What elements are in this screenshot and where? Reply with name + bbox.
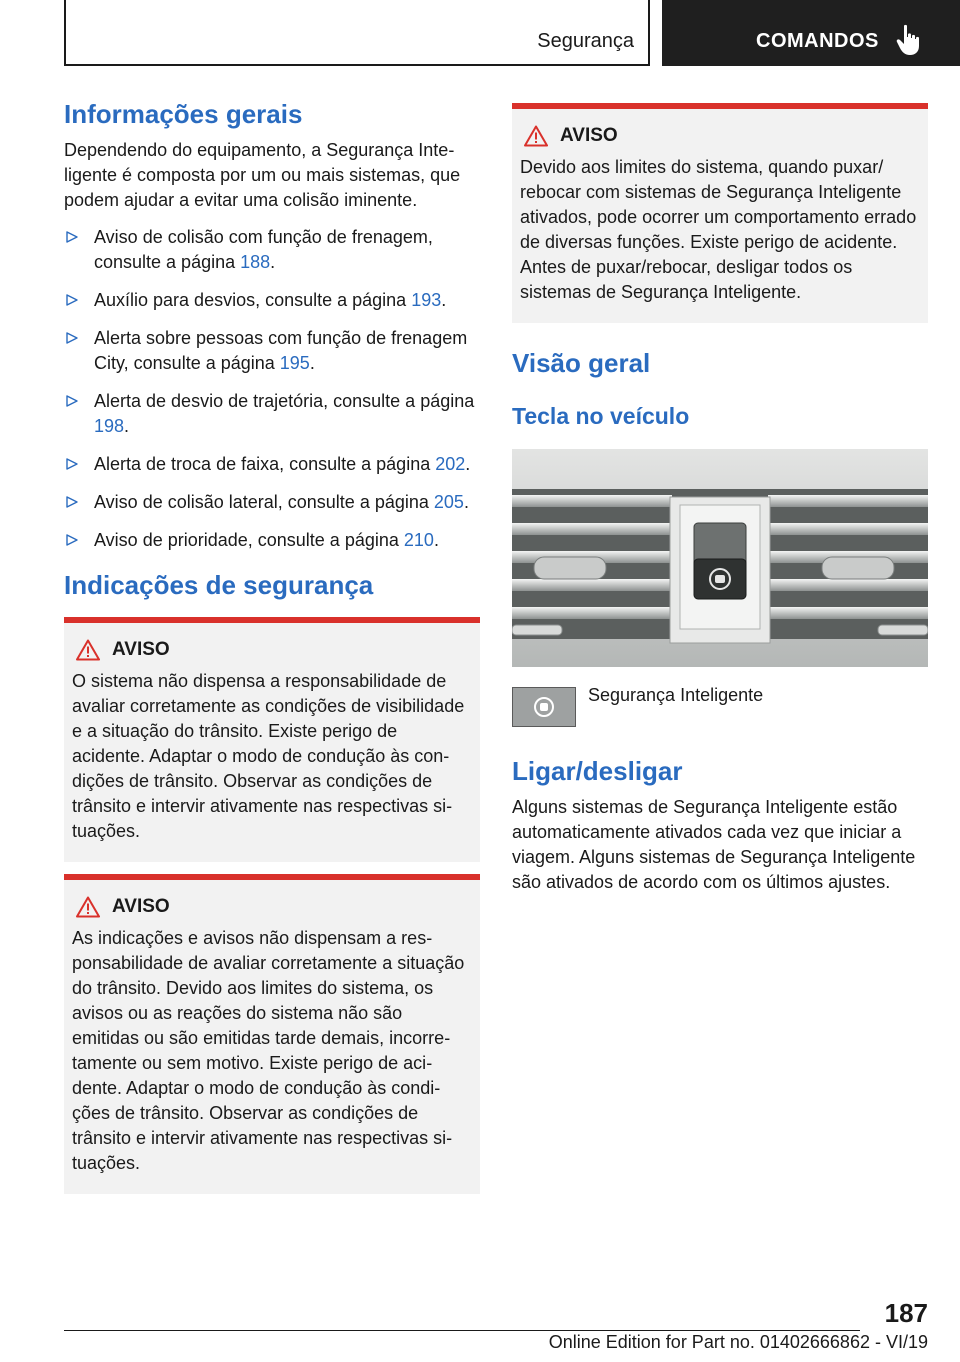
warning-triangle-icon xyxy=(76,639,100,661)
warning-text: As indicações e avisos não dispensam a responsabilidade de avaliar corretamente a situação do trânsito. Devido aos limites do sistema, os avisos ou as reações do sistema não são emitidas ou são emitidas tarde demais, incorretamente ou sem motivo. Existe perigo de acidente. Adaptar o modo de condução às condições de trânsito. Observar as condições de trânsito e intervir ativamente nas respectivas situações. xyxy=(72,927,465,1173)
page-link[interactable]: 202 xyxy=(435,453,466,474)
header-section-box xyxy=(64,0,650,66)
list-item xyxy=(64,490,480,515)
page-link[interactable]: 198 xyxy=(94,415,125,436)
list-item xyxy=(64,452,480,477)
page-link[interactable]: 205 xyxy=(433,491,464,512)
page-link[interactable]: 195 xyxy=(279,352,310,373)
general-info-title: Informações gerais xyxy=(64,99,303,129)
warning-title: AVISO xyxy=(112,895,170,917)
list-item-text: Auxílio para desvios, consulte a página xyxy=(94,289,412,310)
list-item xyxy=(64,528,480,553)
list-item-end: . xyxy=(441,289,447,310)
warning-box-notices xyxy=(64,874,480,1194)
bullet-triangle-icon xyxy=(66,294,78,306)
header-chapter-tab xyxy=(662,0,960,66)
air-vent-illustration xyxy=(512,449,928,667)
bullet-triangle-icon xyxy=(66,395,78,407)
list-item-text: Aviso de prioridade, consulte a página xyxy=(94,529,404,550)
list-item-end: . xyxy=(465,453,471,474)
bullet-triangle-icon xyxy=(66,496,78,508)
warning-text: Devido aos limites do sistema, quando puxar/ rebocar com sistemas de Segurança Inteligente ativados, pode ocorrer um comportamento errado de diversas funções. Existe perigo de acidente. Antes de puxar/rebocar, desligar todos os sistemas de Segurança Inteligente. xyxy=(520,157,917,302)
warning-title: AVISO xyxy=(560,125,618,146)
list-item-text: Alerta de troca de faixa, consulte a página xyxy=(94,453,436,474)
list-item xyxy=(64,288,480,313)
list-item-end: . xyxy=(309,352,315,373)
systems-list xyxy=(64,225,480,553)
center-console-button-photo xyxy=(512,449,928,667)
left-column xyxy=(64,100,480,1194)
pointing-hand-icon xyxy=(894,24,922,56)
list-item-text: Alerta sobre pessoas com função de frenagem City, consulte a página xyxy=(94,327,468,373)
warning-box-visibility xyxy=(64,617,480,862)
page-link[interactable]: 210 xyxy=(403,529,434,550)
list-item xyxy=(64,389,480,439)
list-item-end: . xyxy=(433,529,439,550)
bullet-triangle-icon xyxy=(66,332,78,344)
list-item-end: . xyxy=(124,415,130,436)
onoff-text: Alguns sistemas de Segurança Inteligente estão automaticamente ativados cada vez que iniciar a viagem. Alguns sistemas de Segurança Inteligente são ativados de acordo com os últimos ajustes. xyxy=(512,797,916,893)
warning-box-towing xyxy=(512,103,928,323)
list-item-end: . xyxy=(463,491,469,512)
page-number: 187 xyxy=(884,1298,928,1328)
list-item-text: Aviso de colisão lateral, consulte a página xyxy=(94,491,434,512)
right-column xyxy=(512,103,928,895)
overview-title: Visão geral xyxy=(512,348,651,378)
list-item xyxy=(64,225,480,275)
key-in-vehicle-title: Tecla no veículo xyxy=(512,402,690,429)
safety-title: Indicações de segurança xyxy=(64,569,374,600)
list-item-text: Alerta de desvio de trajetória, consulte a página xyxy=(94,390,475,411)
list-item-end: . xyxy=(270,251,276,272)
page-link[interactable]: 188 xyxy=(240,251,271,272)
footer-edition: Online Edition for Part no. 01402666862 - VI/19 xyxy=(548,1332,928,1352)
bullet-triangle-icon xyxy=(66,534,78,546)
header-section-title: Segurança xyxy=(537,30,634,52)
footer-divider xyxy=(64,1330,860,1331)
warning-text: O sistema não dispensa a responsabilidade de avaliar corretamente as condições de visibilidade e a situação do trânsito. Existe perigo de acidente. Adaptar o modo de condução às condições de trânsito. Observar as condições de trânsito e intervir ativamente nas respectivas situações. xyxy=(72,670,465,841)
warning-triangle-icon xyxy=(524,125,548,147)
header-chapter-title: COMANDOS xyxy=(756,30,879,52)
general-info-intro: Dependendo do equipamento, a Segurança Inteligente é composta por um ou mais sistemas, que podem ajudar a evitar uma colisão iminente. xyxy=(64,139,461,210)
key-legend xyxy=(512,687,928,727)
bullet-triangle-icon xyxy=(66,458,78,470)
legend-label: Segurança Inteligente xyxy=(588,685,764,706)
page-link[interactable]: 193 xyxy=(411,289,442,310)
list-item xyxy=(64,326,480,376)
list-item-text: Aviso de colisão com função de frenagem, consulte a página xyxy=(94,226,433,272)
bullet-triangle-icon xyxy=(66,231,78,243)
warning-title: AVISO xyxy=(112,638,170,660)
onoff-title: Ligar/desligar xyxy=(512,756,683,787)
intelligent-safety-button-icon xyxy=(512,687,576,727)
warning-triangle-icon xyxy=(76,896,100,918)
